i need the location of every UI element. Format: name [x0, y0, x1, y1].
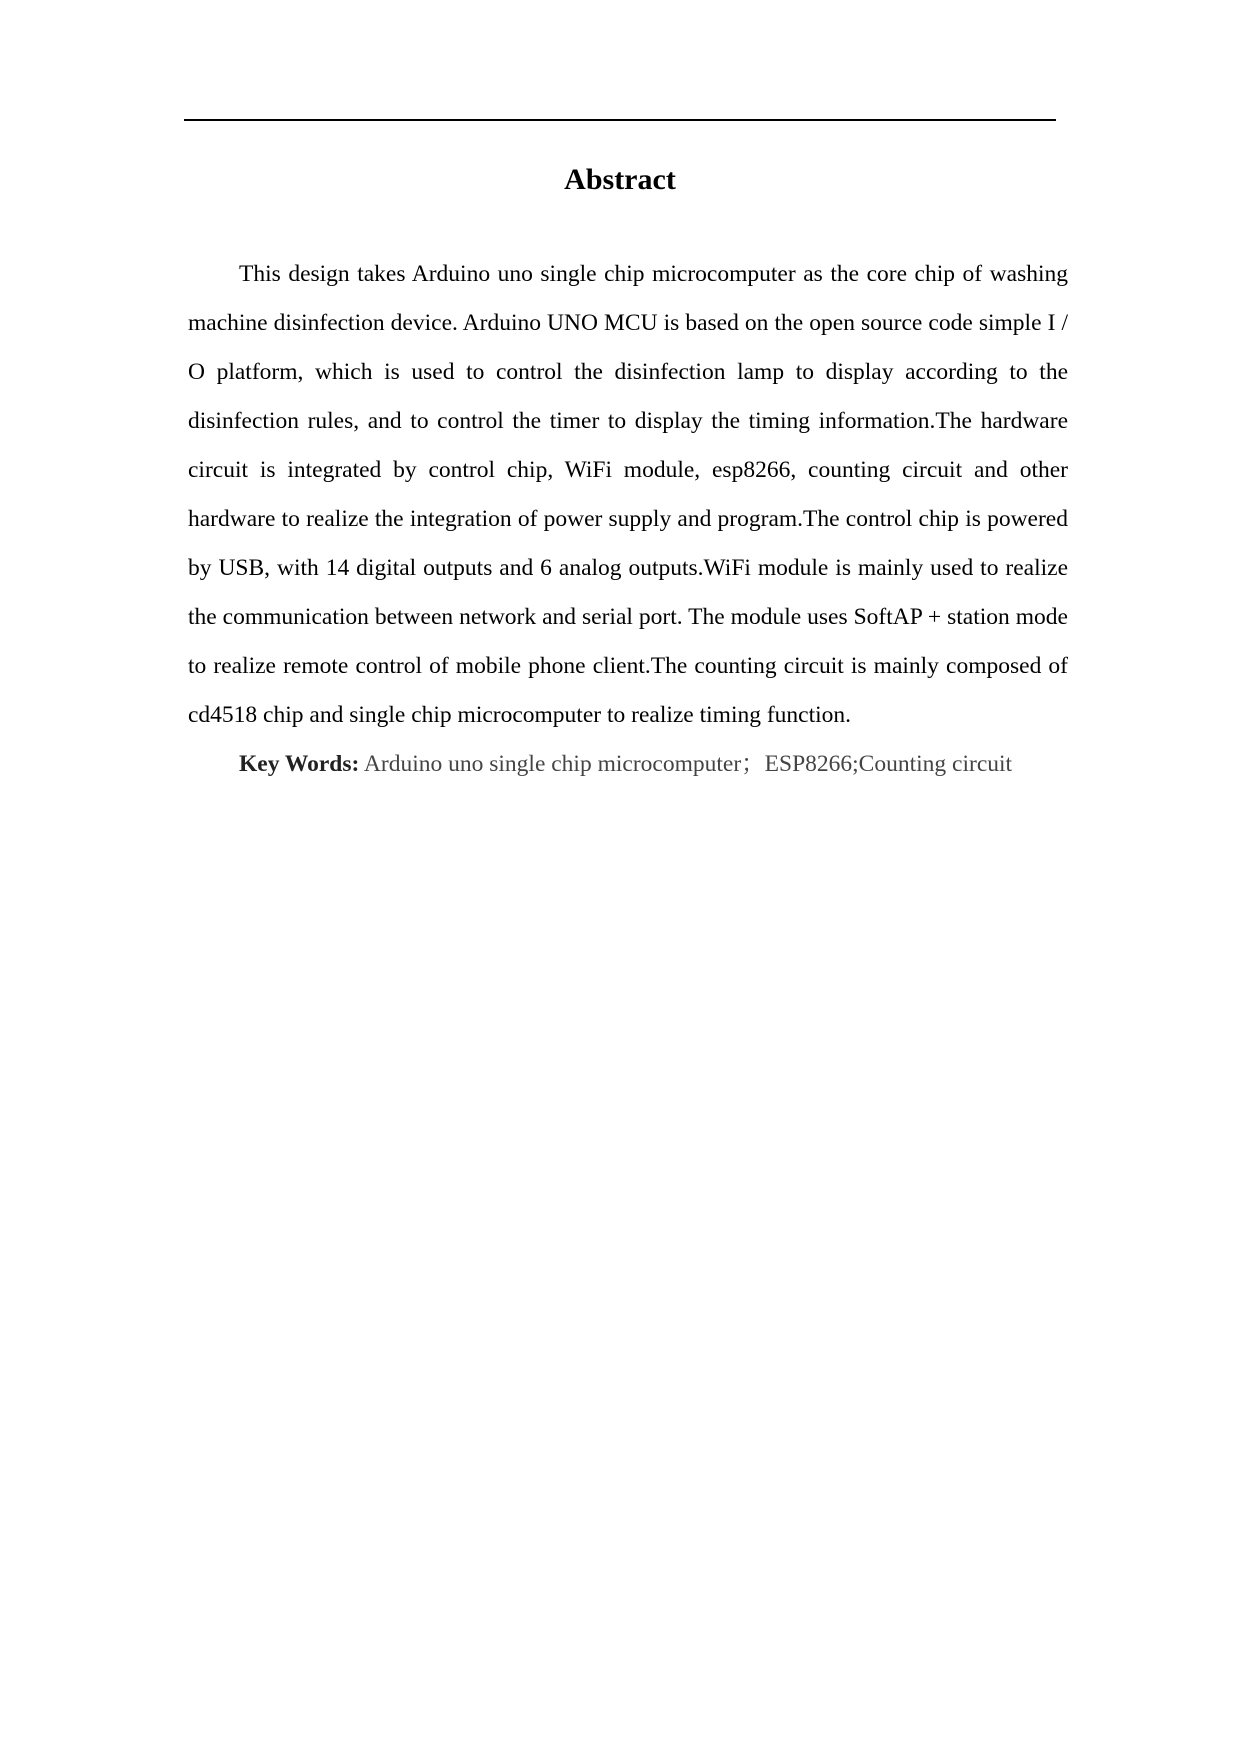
header-rule [184, 119, 1056, 121]
page-title: Abstract [564, 163, 676, 196]
abstract-paragraph: This design takes Arduino uno single chip microcomputer as the core chip of washing machine disinfection device. Arduino UNO MCU is based on the open source code simple I / O platform, which is used to control the disinfection lamp to display according to the disinfection rules, and to control the timer to display the timing information.The hardware circuit is integrated by control chip, WiFi module, esp8266, counting circuit and other hardware to realize the integration of power supply and program.The control chip is powered by USB, with 14 digital outputs and 6 analog outputs.WiFi module is mainly used to realize the communication between network and serial port. The module uses SoftAP + station mode to realize remote control of mobile phone client.The counting circuit is mainly composed of cd4518 chip and single chip microcomputer to realize timing function. [188, 261, 1068, 728]
abstract-body [188, 250, 1068, 789]
keywords-text: Arduino uno single chip microcomputer；ESP8266;Counting circuit [359, 751, 1013, 777]
keywords-label: Key Words: [239, 751, 360, 777]
keywords [188, 740, 1068, 789]
